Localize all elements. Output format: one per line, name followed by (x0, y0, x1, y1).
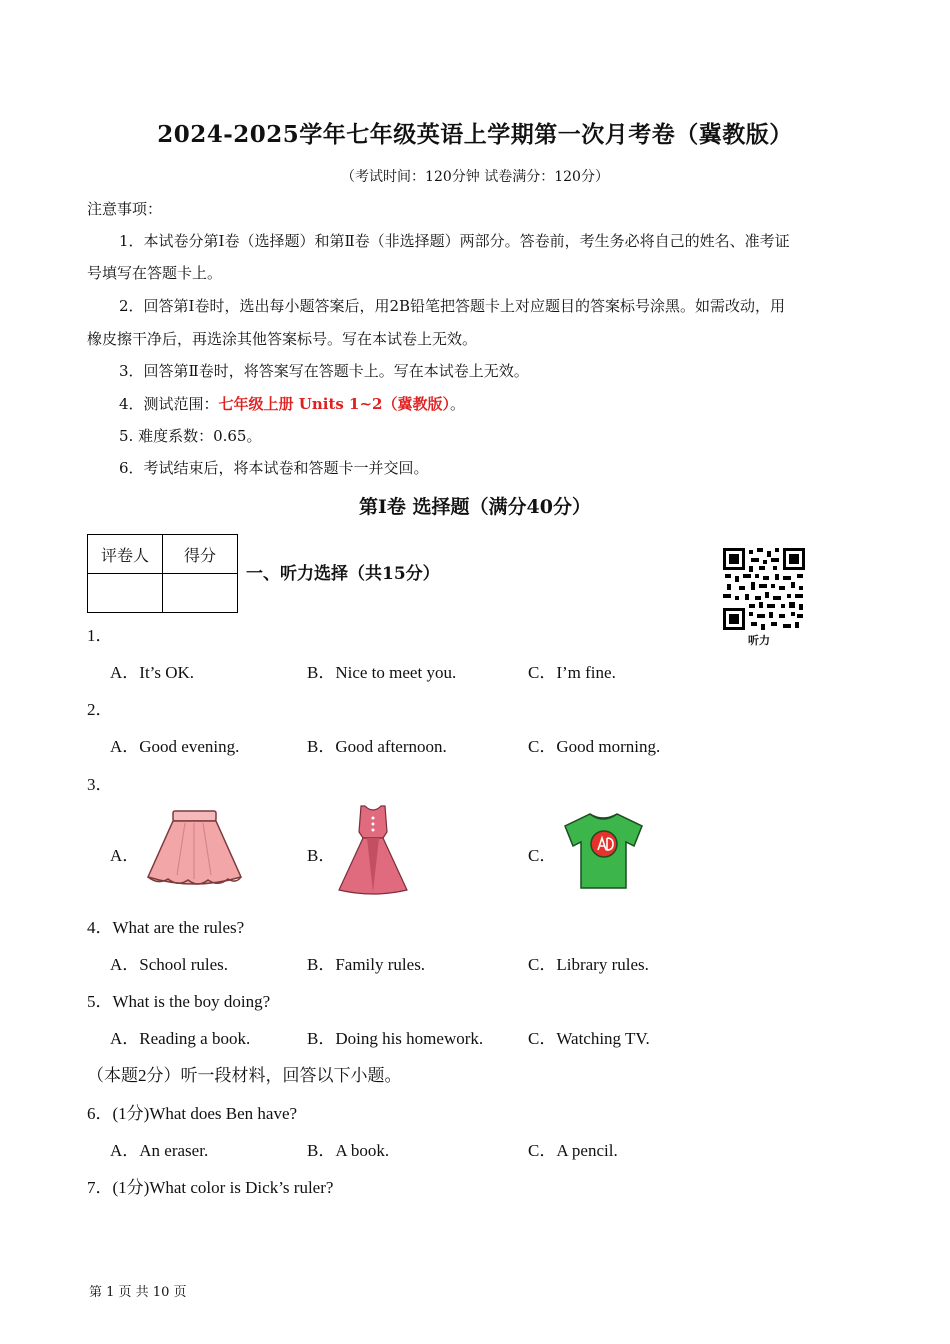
question-2: 2． (87, 700, 113, 719)
q4-option-b[interactable]: B．Family rules. (307, 955, 426, 974)
q6-option-b[interactable]: B．A book. (307, 1141, 390, 1160)
q5-option-a[interactable]: A．Reading a book. (110, 1029, 251, 1048)
question-3: 3． (87, 775, 113, 794)
skirt-icon[interactable] (143, 809, 246, 889)
q2-option-a[interactable]: A．Good evening. (110, 737, 240, 756)
note-4 (119, 394, 465, 414)
q5-option-b[interactable]: B．Doing his homework. (307, 1029, 484, 1048)
q4-option-a[interactable]: A．School rules. (110, 955, 229, 974)
grader-header: 评卷人 (88, 535, 163, 574)
q3-option-c[interactable]: C． (528, 846, 557, 865)
test-range: 七年级上册 Units 1~2（冀教版） (218, 395, 450, 413)
note-2-line-1: 2．回答第Ⅰ卷时，选出每小题答案后，用2B铅笔把答题卡上对应题目的答案标号涂黑。如需改动，用 (119, 297, 786, 315)
q2-option-b[interactable]: B．Good afternoon. (307, 737, 447, 756)
question-6: 6．(1分)What does Ben have? (87, 1104, 298, 1123)
question-4: 4．What are the rules? (87, 918, 245, 937)
part-title: 一、听力选择（共15分） (246, 564, 440, 584)
note-1-line-1: 1．本试卷分第Ⅰ卷（选择题）和第Ⅱ卷（非选择题）两部分。答卷前，考生务必将自己的姓名、准考证 (119, 232, 790, 250)
q3-option-a[interactable]: A． (110, 846, 140, 865)
note-2-line-2: 橡皮擦干净后，再选涂其他答案标号。写在本试卷上无效。 (87, 330, 478, 348)
q4-option-c[interactable]: C．Library rules. (528, 955, 649, 974)
notes-heading: 注意事项： (87, 200, 163, 218)
q6-option-a[interactable]: A．An eraser. (110, 1141, 209, 1160)
note-1-line-2: 号填写在答题卡上。 (87, 264, 223, 282)
page-title: 2024-2025学年七年级英语上学期第一次月考卷（冀教版） (157, 121, 793, 148)
grader-cell[interactable] (88, 574, 163, 613)
q1-option-b[interactable]: B．Nice to meet you. (307, 663, 457, 682)
section-title: 第Ⅰ卷 选择题（满分40分） (359, 496, 591, 518)
score-header: 得分 (163, 535, 238, 574)
qr-label: 听力 (748, 634, 770, 647)
note-4-prefix: 4．测试范围： (119, 395, 219, 413)
q6-option-c[interactable]: C．A pencil. (528, 1141, 618, 1160)
score-cell[interactable] (163, 574, 238, 613)
q5-option-c[interactable]: C．Watching TV. (528, 1029, 650, 1048)
qr-code-icon[interactable] (723, 548, 805, 630)
q1-option-c[interactable]: C．I’m fine. (528, 663, 616, 682)
page-number: 第 1 页 共 10 页 (89, 1285, 187, 1300)
score-table (87, 534, 238, 613)
question-5: 5．What is the boy doing? (87, 992, 271, 1011)
note-5: 5. 难度系数：0.65。 (119, 427, 262, 445)
dress-icon[interactable] (337, 804, 409, 896)
exam-info: （考试时间：120分钟 试卷满分：120分） (341, 169, 609, 185)
note-6: 6．考试结束后，将本试卷和答题卡一并交回。 (119, 459, 429, 477)
group-instruction: （本题2分）听一段材料，回答以下小题。 (87, 1066, 402, 1085)
note-3: 3．回答第Ⅱ卷时，将答案写在答题卡上。写在本试卷上无效。 (119, 362, 529, 380)
tshirt-icon[interactable] (562, 812, 645, 890)
q2-option-c[interactable]: C．Good morning. (528, 737, 661, 756)
question-7: 7．(1分)What color is Dick’s ruler? (87, 1178, 334, 1197)
q3-option-b[interactable]: B． (307, 846, 336, 865)
question-1: 1． (87, 626, 113, 645)
q1-option-a[interactable]: A．It’s OK. (110, 663, 195, 682)
note-4-suffix: 。 (450, 395, 466, 413)
